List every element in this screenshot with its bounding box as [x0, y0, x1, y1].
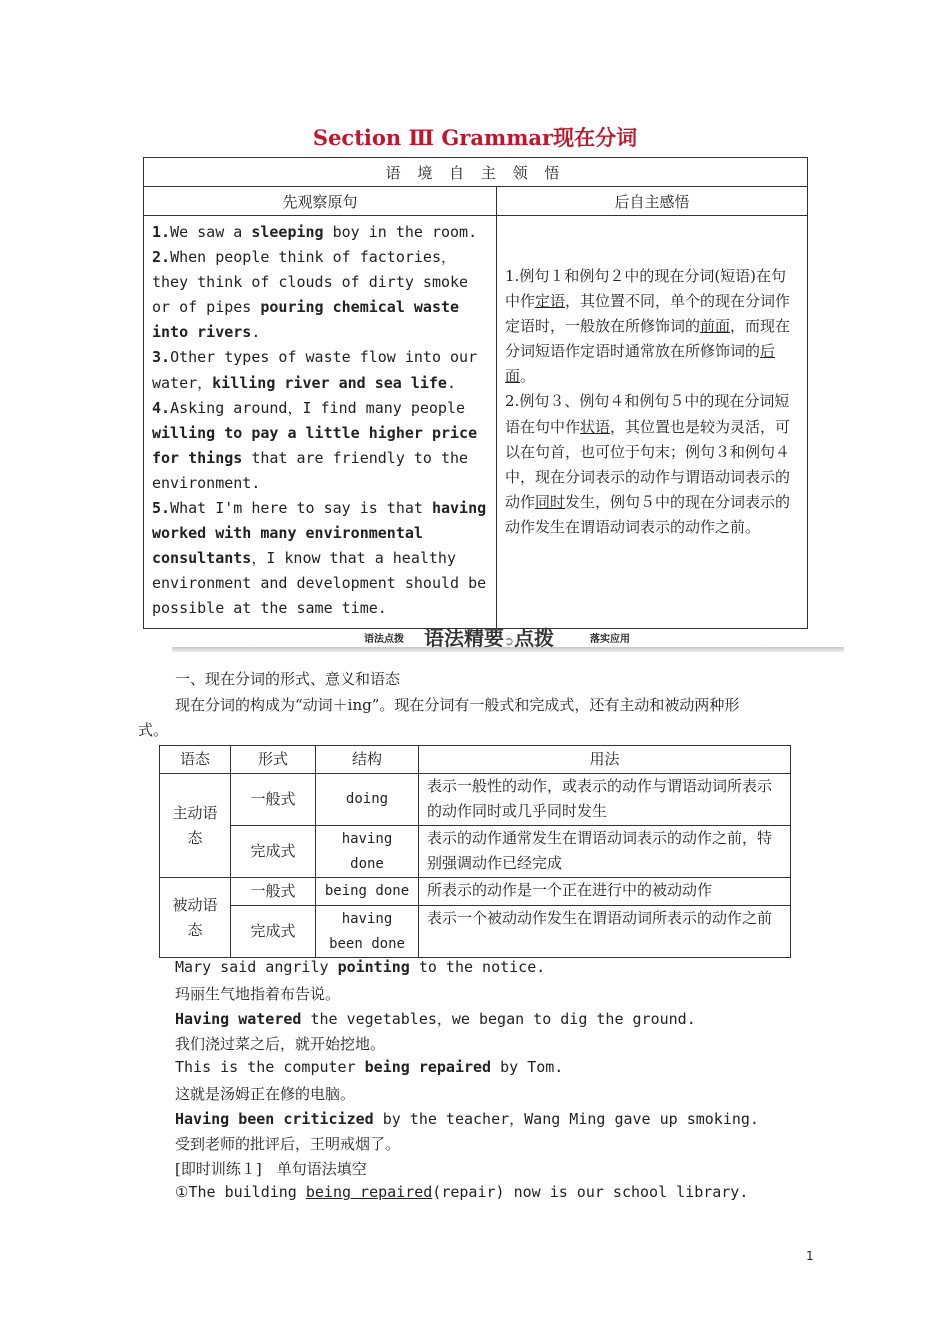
example-en: Having been criticized by the teacher，Wang Ming gave up smoking. [175, 1110, 759, 1128]
col-right-header: 后自主感悟 [497, 187, 808, 216]
intro-line-2: 式。 [138, 721, 169, 739]
notes-cell [497, 216, 808, 629]
example-sentences-cell [144, 216, 497, 629]
example-sentence: 1.We saw a sleeping boy in the room. [152, 223, 478, 241]
context-table-heading: 语 境 自 主 领 悟 [144, 158, 808, 187]
form-table [159, 745, 791, 958]
note-paragraph: 2.例句３、例句４和例句５中的现在分词短语在句中作状语，其位置也是较为灵活，可以在句首，也可位于句末；例句３和例句４中，现在分词表示的动作与谓语动词表示的动作同时发生，例句５中的现在分词表示的动作发生在谓语动词表示的动作之前。 [505, 392, 791, 536]
form-cell: 完成式 [231, 906, 316, 958]
example-sentence: 2.When people think of factories，they think of clouds of dirty smoke or of pipes pouring chemical waste into rivers. [152, 248, 469, 342]
structure-cell: having been done [316, 906, 419, 958]
example-en: Having watered the vegetables，we began to dig the ground. [175, 1010, 696, 1028]
voice-passive: 被动语态 [160, 878, 231, 958]
answer-blank: being repaired [305, 1183, 433, 1201]
section-heading: 一、现在分词的形式、意义和语态 [175, 670, 401, 688]
header-form: 形式 [231, 746, 316, 774]
context-table [143, 157, 808, 629]
example-cn: 玛丽生气地指着布告说。 [175, 985, 341, 1003]
arrow-icon: ➲ [504, 634, 515, 648]
structure-cell: having done [316, 826, 419, 878]
col-left-header: 先观察原句 [144, 187, 497, 216]
example-cn: 受到老师的批评后，王明戒烟了。 [175, 1135, 401, 1153]
usage-cell: 所表示的动作是一个正在进行中的被动动作 [419, 878, 791, 906]
example-cn: 我们浇过菜之后，就开始挖地。 [175, 1035, 386, 1053]
page-title: Section Ⅲ Grammar现在分词 [312, 125, 638, 150]
example-en: This is the computer being repaired by Tom. [175, 1058, 564, 1076]
header-voice: 语态 [160, 746, 231, 774]
example-sentence: 5.What I'm here to say is that having worked with many environmental consultants，I know that a healthy environment and development should be possible at the same time. [152, 499, 487, 618]
form-cell: 完成式 [231, 826, 316, 878]
page-number: 1 [806, 1249, 814, 1263]
usage-cell: 表示的动作通常发生在谓语动词表示的动作之前，特别强调动作已经完成 [419, 826, 791, 878]
banner-title: 语法精要➲点拨 [424, 626, 555, 650]
header-usage: 用法 [419, 746, 791, 774]
usage-cell: 表示一个被动动作发生在谓语动词所表示的动作之前 [419, 906, 791, 958]
structure-cell: being done [316, 878, 419, 906]
example-sentence: 3.Other types of waste flow into our water，killing river and sea life. [152, 348, 478, 392]
note-paragraph: 1.例句１和例句２中的现在分词(短语)在句中作定语，其位置不同，单个的现在分词作定语时，一般放在所修饰词的前面，而现在分词短语作定语时通常放在所修饰词的后面。 [505, 267, 791, 386]
section-banner [172, 622, 844, 656]
form-cell: 一般式 [231, 774, 316, 826]
banner-left-label: 语法点拨 [364, 634, 404, 645]
intro-line-1: 现在分词的构成为“动词＋ing”。现在分词有一般式和完成式，还有主动和被动两种形 [175, 696, 740, 714]
practice-label: [即时训练１] 单句语法填空 [175, 1160, 367, 1178]
banner-right-label: 落实应用 [590, 634, 630, 645]
example-sentence: 4.Asking around，I find many people willing to pay a little higher price for things that are friendly to the environment. [152, 398, 478, 492]
voice-active: 主动语态 [160, 774, 231, 878]
practice-item: ①The building being repaired(repair) now is our school library. [175, 1183, 749, 1201]
usage-cell: 表示一般性的动作，或表示的动作与谓语动词所表示的动作同时或几乎同时发生 [419, 774, 791, 826]
structure-cell: doing [316, 774, 419, 826]
example-cn: 这就是汤姆正在修的电脑。 [175, 1085, 356, 1103]
header-structure: 结构 [316, 746, 419, 774]
example-en: Mary said angrily pointing to the notice. [175, 958, 546, 976]
form-cell: 一般式 [231, 878, 316, 906]
